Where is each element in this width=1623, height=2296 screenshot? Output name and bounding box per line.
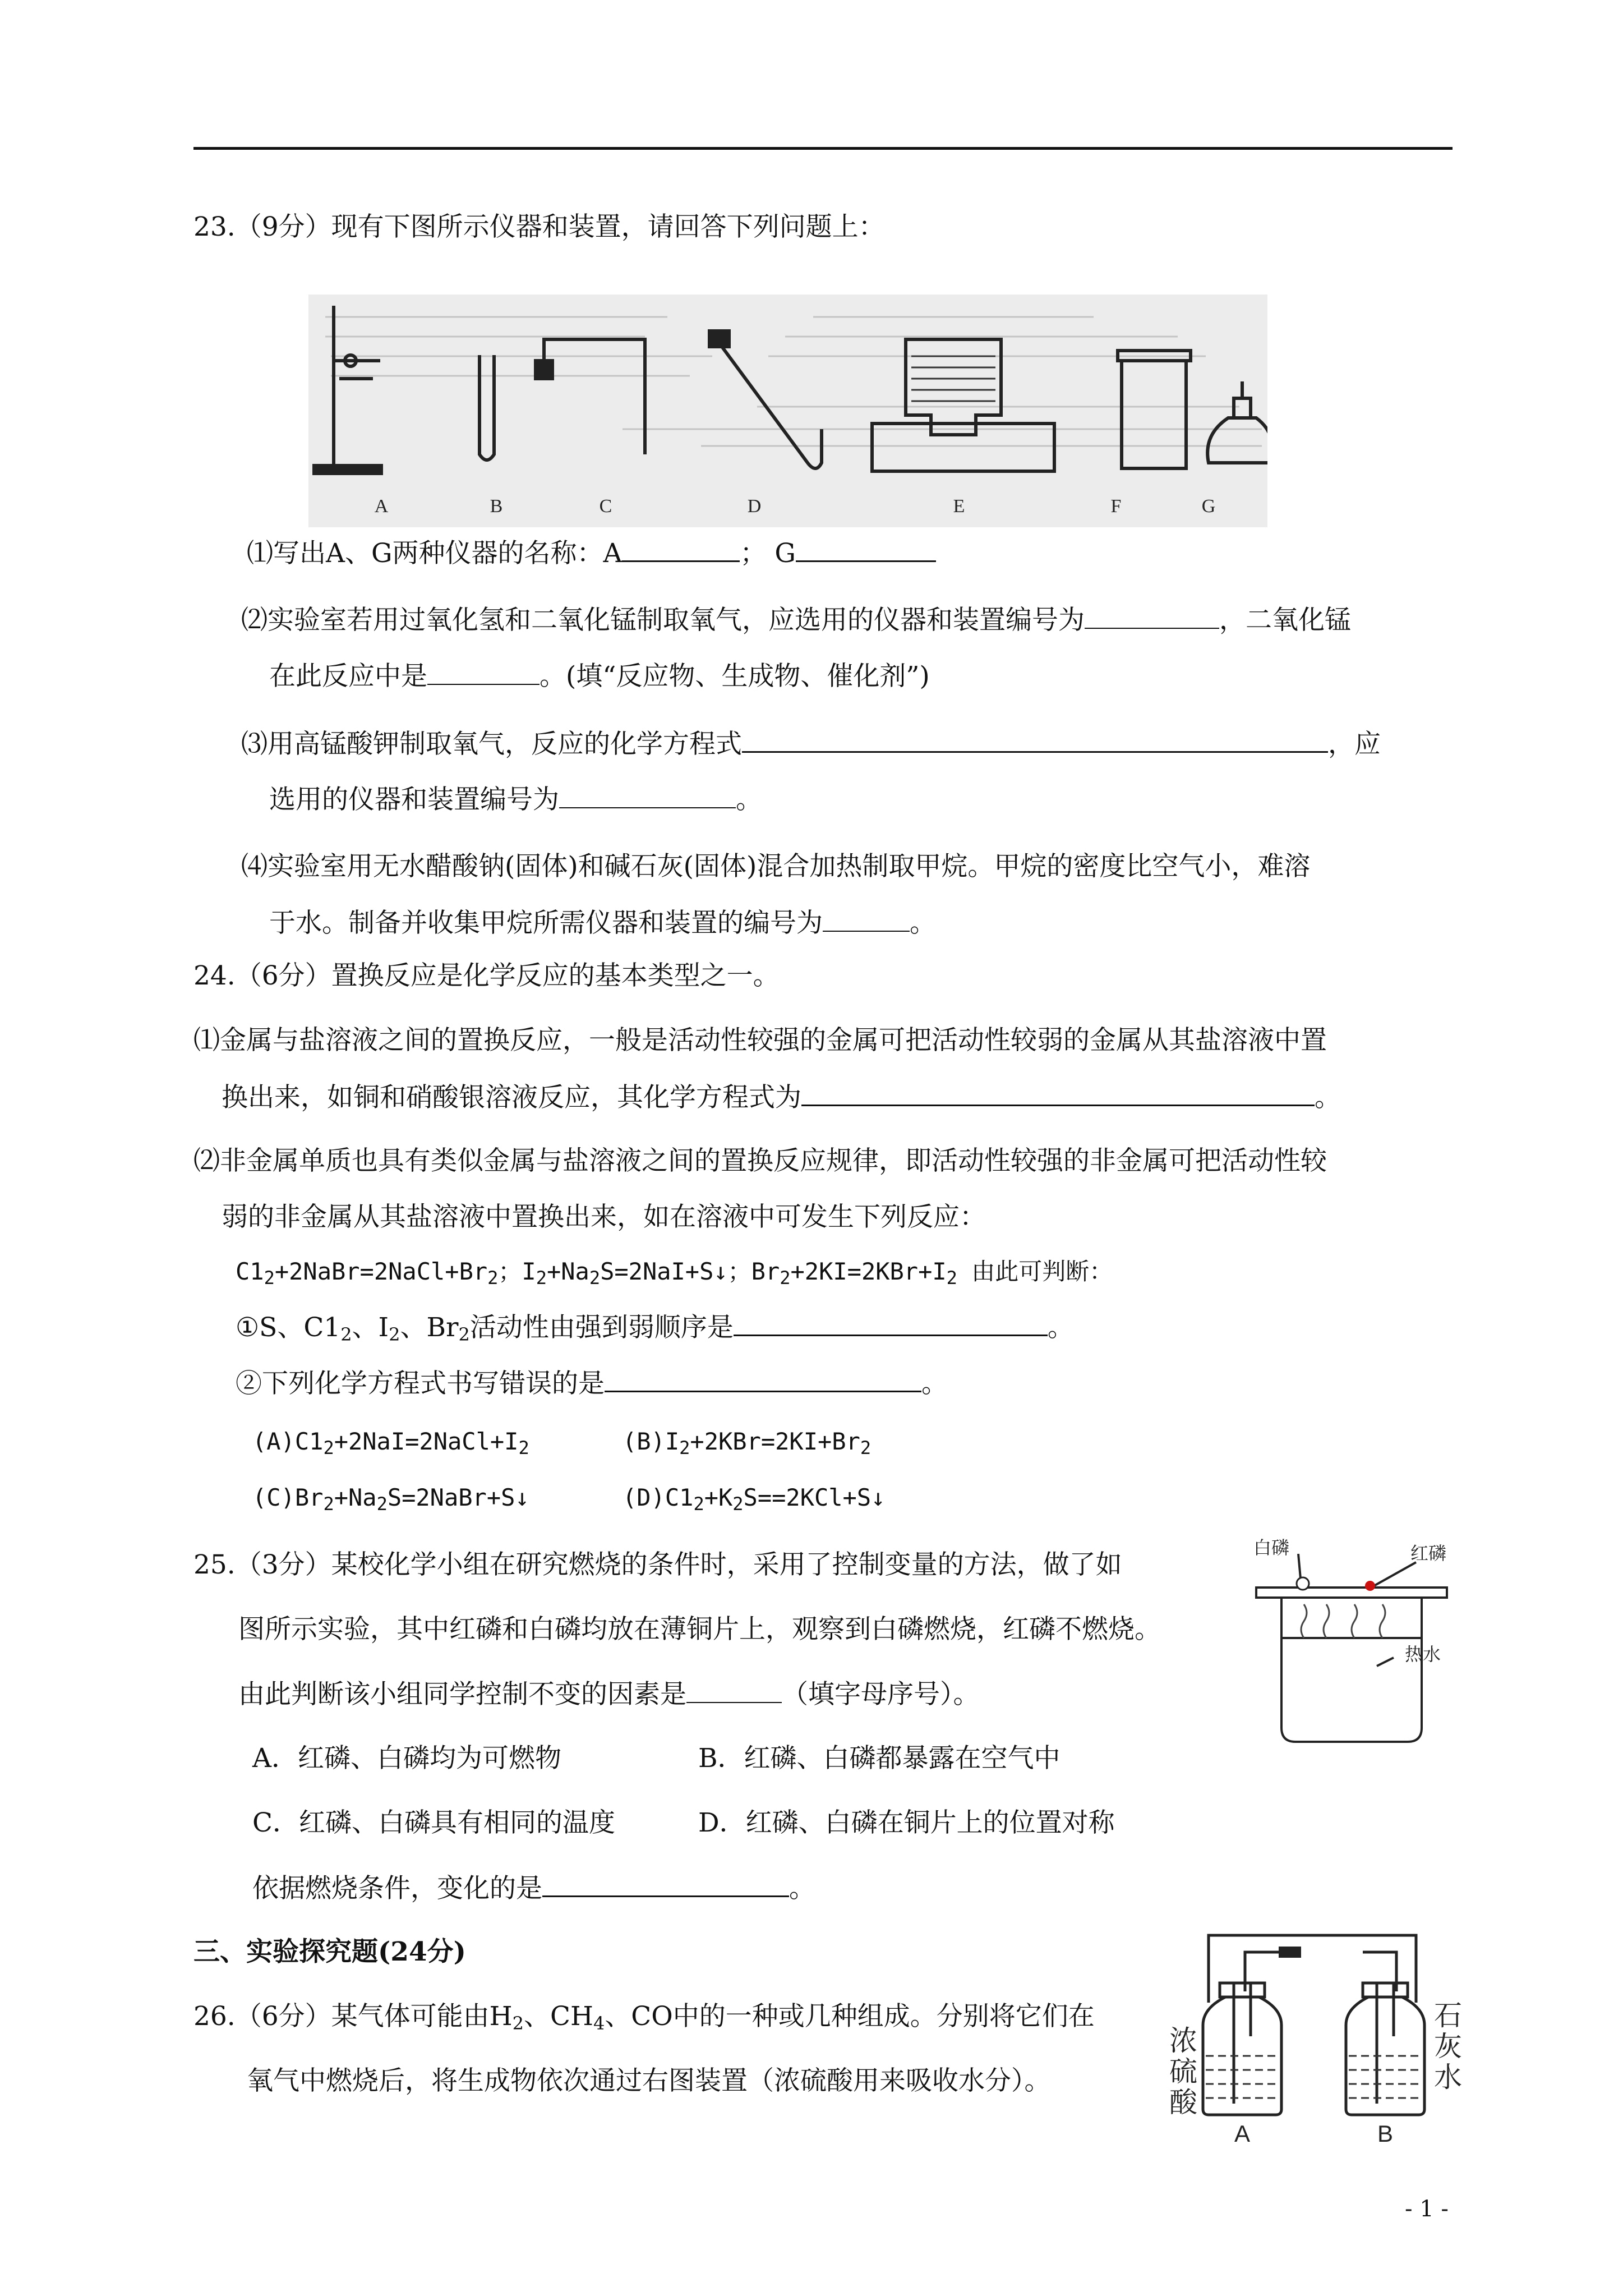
answer-blank-g[interactable] <box>796 536 936 562</box>
q24-option-d: $(D)C1_2+K_2S==2KCl+S↓$ <box>623 1484 886 1515</box>
page-number: - 1 - <box>1405 2196 1449 2222</box>
fig-label-A: A <box>374 496 389 517</box>
label-limewater-2: 灰 <box>1434 2030 1462 2063</box>
q25-line1: 25.（3分）某校化学小组在研究燃烧的条件时，采用了控制变量的方法，做了如 <box>193 1549 1122 1580</box>
q23-part2-line1: ⑵实验室若用过氧化氢和二氧化锰制取氧气，应选用的仪器和装置编号为 ，二氧化锰 <box>241 603 1351 637</box>
label-hot-water: 热水 <box>1405 1644 1441 1664</box>
q23-part1: ⑴写出A、G两种仪器的名称：A ； G <box>247 536 936 570</box>
answer-blank[interactable] <box>542 1871 789 1897</box>
q25-line2: 图所示实验，其中红磷和白磷均放在薄铜片上，观察到白磷燃烧，红磷不燃烧。 <box>238 1614 1161 1645</box>
q24-option-c: $(C)Br_2+Na_2S=2NaBr+S↓$ <box>252 1484 529 1515</box>
label-white-phosphorus: 白磷 <box>1253 1538 1290 1558</box>
answer-blank-equation[interactable] <box>801 1080 1315 1106</box>
answer-blank[interactable] <box>605 1366 921 1392</box>
q23-header: 23.（9分）现有下图所示仪器和装置，请回答下列问题上： <box>193 211 885 242</box>
q24-part1-line1: ⑴金属与盐溶液之间的置换反应，一般是活动性较强的金属可把活动性较弱的金属从其盐溶液中置 <box>193 1025 1327 1056</box>
q25-line3: 由此判断该小组同学控制不变的因素是 （填字母序号）。 <box>238 1677 980 1711</box>
answer-blank[interactable] <box>427 659 540 685</box>
label-red-phosphorus: 红磷 <box>1410 1543 1447 1563</box>
q23-part4-line2: 于水。制备并收集甲烷所需仪器和装置的编号为 。 <box>269 906 936 940</box>
q25-option-d: D．红磷、白磷在铜片上的位置对称 <box>698 1807 1115 1838</box>
fig-label-E: E <box>953 496 965 517</box>
label-bottle-a: A <box>1234 2120 1251 2146</box>
label-conc-sulfuric-1: 浓 <box>1169 2024 1197 2057</box>
q24-part2-line2: 弱的非金属从其盐溶液中置换出来，如在溶液中可发生下列反应： <box>222 1202 986 1232</box>
label-limewater-3: 水 <box>1434 2061 1462 2093</box>
q25-option-a: A．红磷、白磷均为可燃物 <box>252 1743 561 1774</box>
q24-header: 24.（6分）置换反应是化学反应的基本类型之一。 <box>193 960 780 991</box>
q25-option-b: B．红磷、白磷都暴露在空气中 <box>698 1743 1061 1774</box>
q23-part3-line1: ⑶用高锰酸钾制取氧气，反应的化学方程式 ，应 <box>241 726 1381 761</box>
q26-gas-bottles-figure <box>1169 1930 1472 2146</box>
top-rule <box>193 147 1453 150</box>
q24-part2-line1: ⑵非金属单质也具有类似金属与盐溶液之间的置换反应规律，即活动性较强的非金属可把活动性较 <box>193 1145 1327 1176</box>
q23-part3-line2: 选用的仪器和装置编号为 。 <box>269 783 762 817</box>
q26-line1: 26.（6分）某气体可能由$H_2$、$CH_4$、CO中的一种或几种组成。分别将它们在 <box>193 2001 1095 2034</box>
answer-blank-a[interactable] <box>622 536 740 562</box>
q26-line2: 氧气中燃烧后，将生成物依次通过右图装置（浓硫酸用来吸收水分）。 <box>247 2065 1051 2096</box>
fig-label-F: F <box>1110 496 1122 517</box>
q24-part1-line2: 换出来，如铜和硝酸银溶液反应，其化学方程式为 。 <box>222 1080 1341 1115</box>
q24-question2: ②下列化学方程式书写错误的是 。 <box>236 1366 948 1401</box>
q25-line4: 依据燃烧条件，变化的是 。 <box>252 1871 815 1906</box>
q24-reactions: $C1_2+2NaBr=2NaCl+Br_2$；$I_2+Na_2S=2NaI+S↓$；$Br_2+2KI=2KBr+I_2$ 由此可判断： <box>236 1258 1113 1289</box>
answer-blank-equation[interactable] <box>742 726 1328 753</box>
q24-option-b: $(B)I_2+2KBr=2KI+Br_2$ <box>623 1428 872 1458</box>
answer-blank[interactable] <box>823 906 910 932</box>
q23-part4-line1: ⑷实验室用无水醋酸钠(固体)和碱石灰(固体)混合加热制取甲烷。甲烷的密度比空气小，难溶 <box>241 851 1311 882</box>
fig-label-B: B <box>490 496 503 517</box>
q24-question1: ①S、$C1_2$、$I_2$、$Br_2$活动性由强到弱顺序是 。 <box>236 1310 1074 1345</box>
section-3-title: 三、实验探究题(24分) <box>193 1936 466 1967</box>
q25-option-c: C．红磷、白磷具有相同的温度 <box>252 1807 615 1838</box>
fig-label-G: G <box>1201 496 1216 517</box>
answer-blank[interactable] <box>686 1677 782 1703</box>
fig-label-D: D <box>747 496 762 517</box>
q24-option-a: $(A)C1_2+2NaI=2NaCl+I_2$ <box>252 1428 529 1458</box>
label-conc-sulfuric-3: 酸 <box>1169 2086 1197 2119</box>
label-bottle-b: B <box>1377 2120 1394 2146</box>
q23-apparatus-figure <box>308 295 1267 527</box>
answer-blank[interactable] <box>1085 603 1219 629</box>
q23-part2-line2: 在此反应中是 。(填“反应物、生成物、催化剂”) <box>269 659 930 693</box>
q25-beaker-figure <box>1242 1531 1467 1750</box>
answer-blank[interactable] <box>734 1310 1048 1336</box>
label-conc-sulfuric-2: 硫 <box>1169 2055 1197 2088</box>
answer-blank[interactable] <box>559 783 736 808</box>
fig-label-C: C <box>599 496 612 517</box>
label-limewater-1: 石 <box>1434 1999 1462 2032</box>
